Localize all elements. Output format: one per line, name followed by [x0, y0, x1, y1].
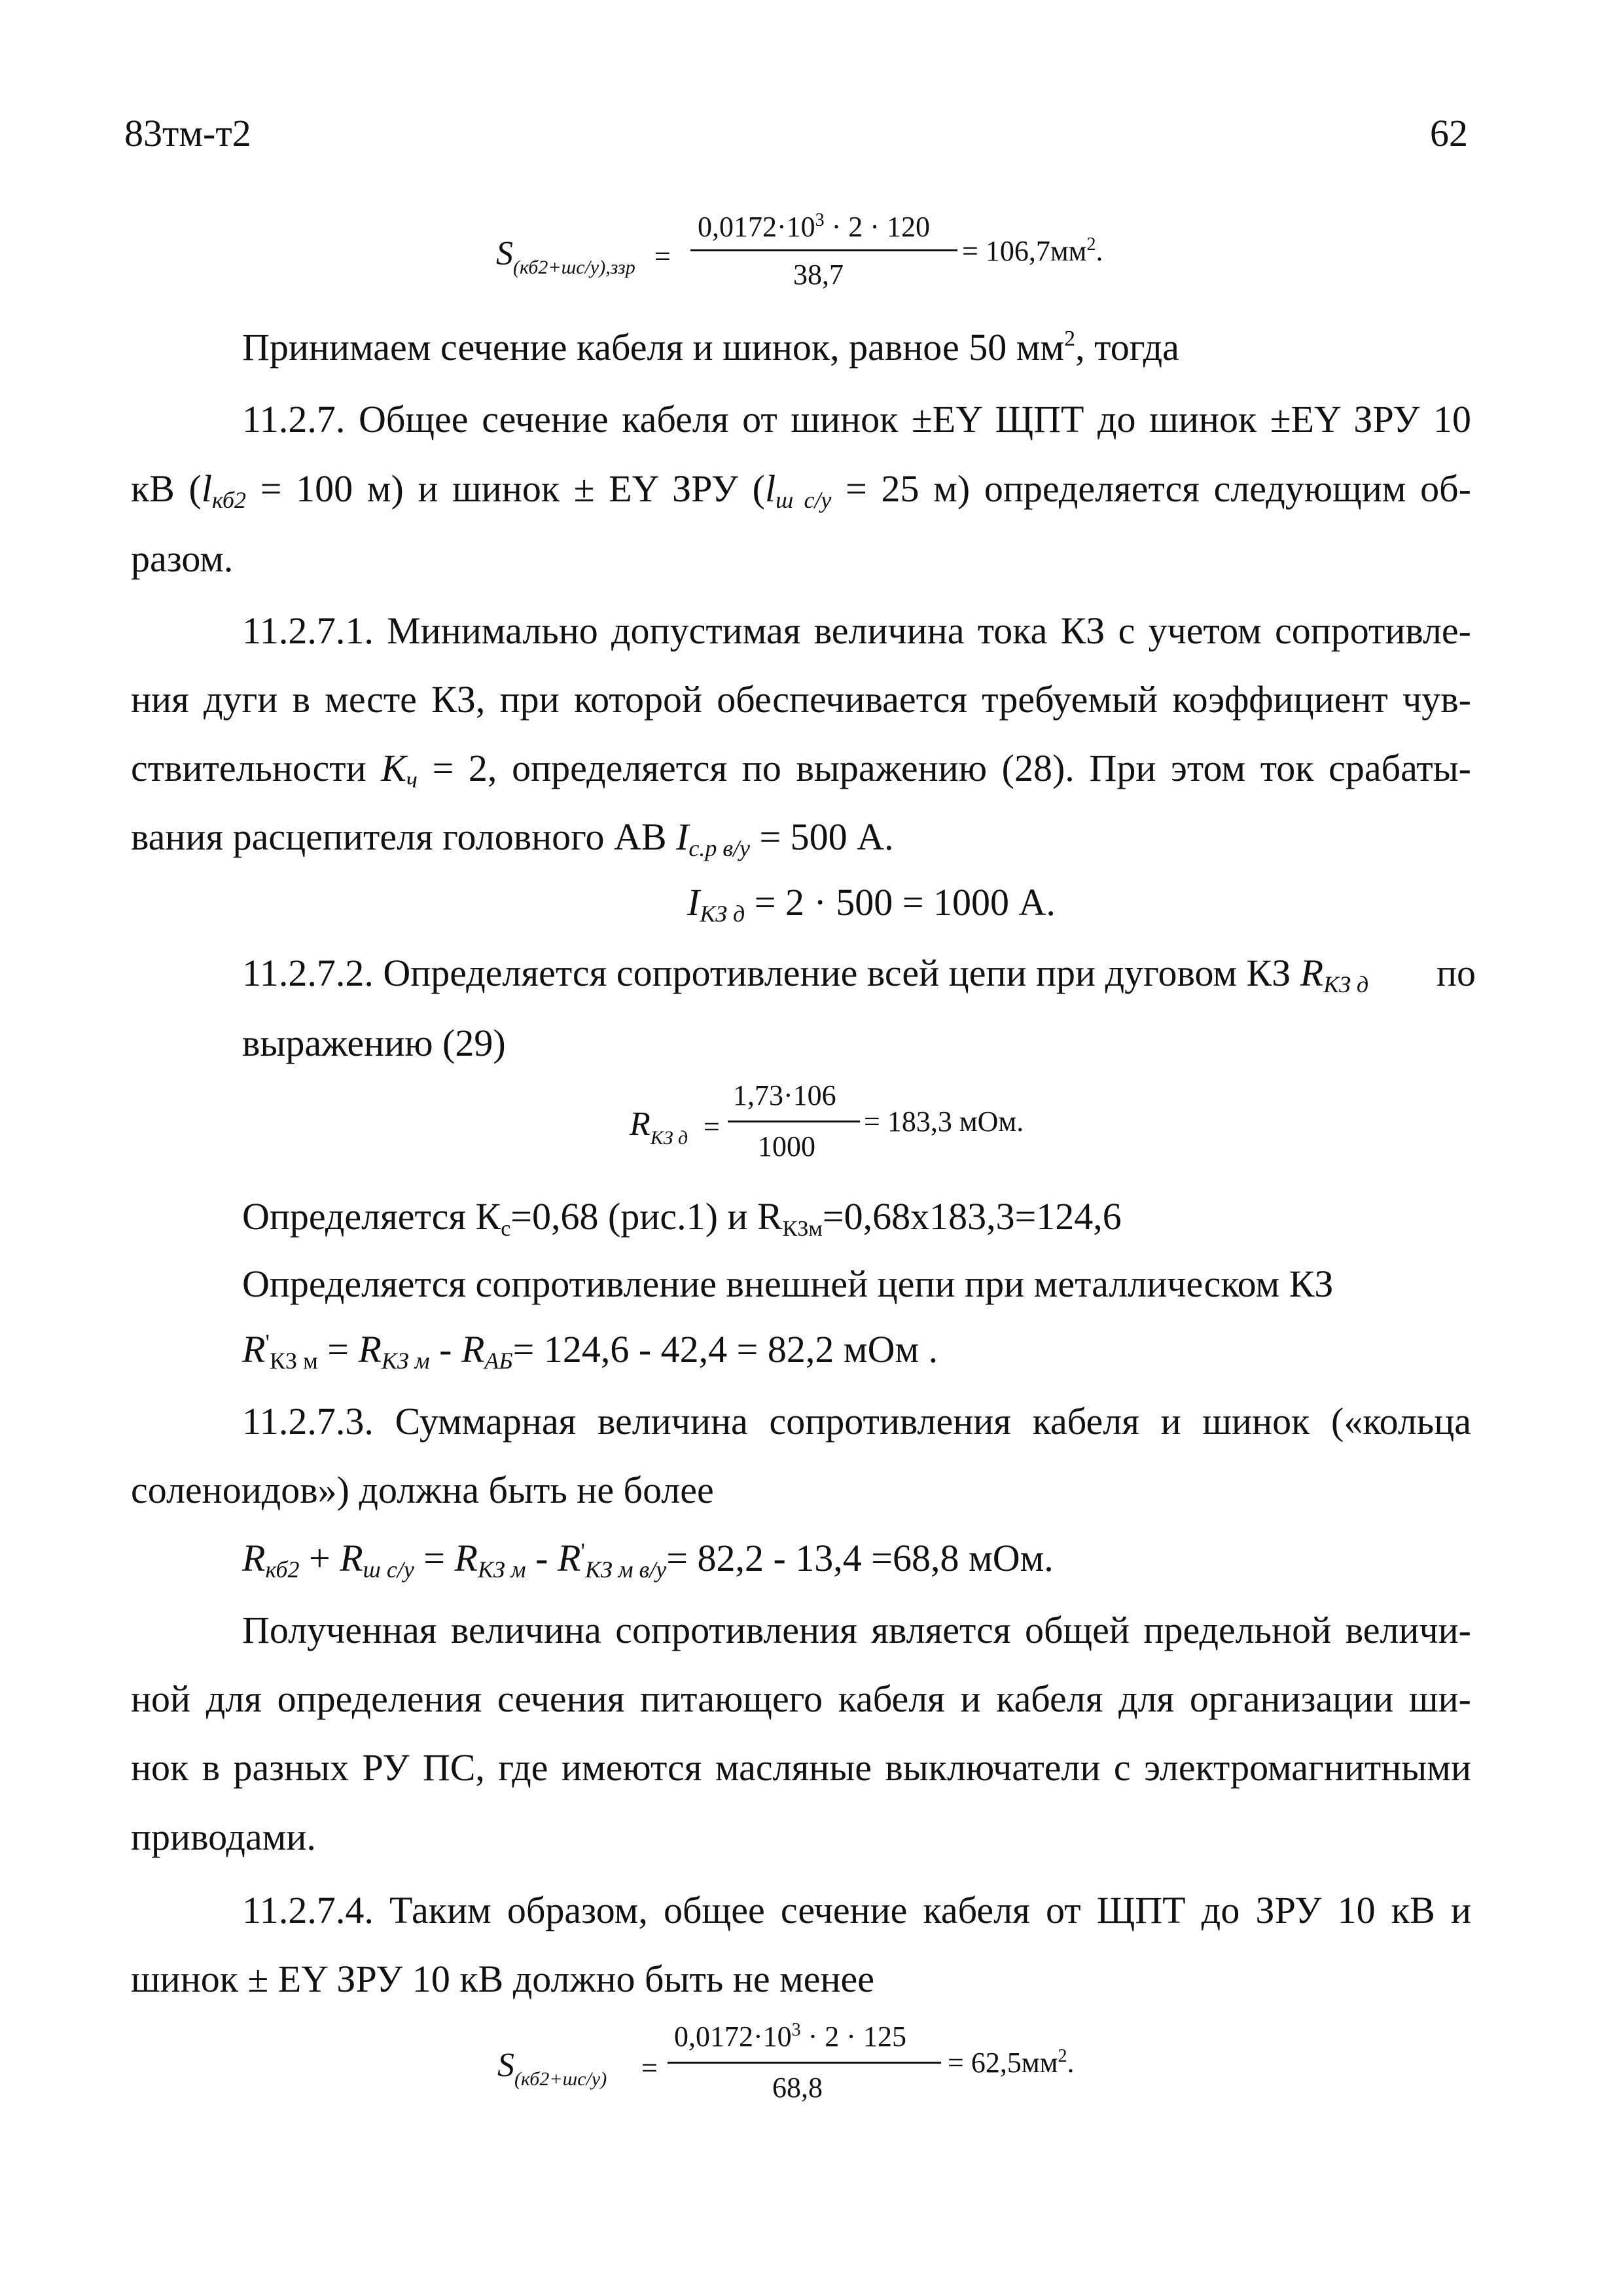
formula-6-denominator: 68,8	[772, 2072, 823, 2104]
formula-2: IКЗ д = 2 · 500 = 1000 А.	[687, 881, 1056, 927]
formula-3-lhs: $R_{КЗ д}$	[630, 1105, 688, 1149]
paragraph-11-2-7-1-line-1: 11.2.7.1. Минимально допустимая величина тока КЗ с учетом сопротивле-	[242, 609, 1471, 652]
formula-3-equals: =	[704, 1111, 720, 1143]
formula-1-denominator: 38,7	[793, 259, 844, 291]
formula-6-fraction-bar	[668, 2062, 941, 2064]
formula-6-numerator: $0,0172\cdot 10^3 \cdot 2 \cdot 125$	[674, 2020, 906, 2053]
formula-1-numerator: $0,0172\cdot 10^3 \cdot 2 \cdot 120$	[698, 210, 930, 243]
formula-3-fraction-bar	[728, 1121, 860, 1122]
paragraph-11-2-7-2-line-1: 11.2.7.2. Определяется сопротивление всей цепи при дуговом КЗ RКЗ д	[242, 952, 1369, 997]
formula-3-denominator: 1000	[758, 1130, 815, 1162]
formula-3-numerator: 1,73·106	[733, 1079, 836, 1111]
paragraph-external-circuit: Определяется сопротивление внешней цепи при металлическом КЗ	[242, 1263, 1334, 1305]
paragraph-11-2-7-4-line-2: шинок ± ЕY ЗРУ 10 кВ должно быть не менее	[131, 1958, 875, 2000]
formula-6-result: = $62,5мм^2$.	[948, 2046, 1075, 2079]
formula-3-result: = 183,3 мОм.	[864, 1105, 1024, 1138]
paragraph-11-2-7-1-line-4: вания расцепителя головного АВ Iс.р в/у = 500 А.	[131, 816, 894, 861]
paragraph-result-line-4: приводами.	[131, 1816, 316, 1858]
paragraph-11-2-7-line-2: кВ (lкб2 = 100 м) и шинок ± ЕY ЗРУ (lш с/у = 25 м) определяется следующим об-	[131, 467, 1471, 513]
formula-1-result: = $106,7мм^2$.	[962, 234, 1103, 267]
paragraph-11-2-7-1-line-3: ствительности Кч = 2, определяется по выражению (28). При этом ток срабаты-	[131, 747, 1471, 793]
formula-1-fraction-bar	[690, 249, 957, 251]
paragraph-result-line-3: нок в разных РУ ПС, где имеются масляные выключатели с электромагнитными	[131, 1746, 1471, 1789]
document-code: 83тм-т2	[124, 112, 251, 154]
formula-1-equals: =	[654, 240, 671, 272]
formula-6-lhs: $S_{(кб2+шс/у)}$	[497, 2047, 607, 2090]
formula-1-lhs: $S_{(кб2+шс/у),ззр}$	[496, 235, 635, 278]
paragraph-11-2-7-3-line-2: соленоидов») должна быть не более	[131, 1469, 714, 1511]
paragraph-11-2-7-2-line-1-end: по	[1436, 952, 1476, 994]
paragraph-11-2-7-1-line-2: ния дуги в месте КЗ, при которой обеспечивается требуемый коэффициент чув-	[131, 678, 1471, 721]
paragraph-result-line-1: Полученная величина сопротивления является общей предельной величи-	[242, 1609, 1471, 1651]
formula-6-equals: =	[641, 2052, 658, 2084]
paragraph-11-2-7-line-3: разом.	[131, 537, 234, 580]
paragraph-11-2-7-3-line-1: 11.2.7.3. Суммарная величина сопротивления кабеля и шинок («кольца	[242, 1400, 1471, 1443]
formula-5: Rкб2 + Rш с/у = RКЗ м - R'КЗ м в/у= 82,2 - 13,4 =68,8 мОм.	[242, 1537, 1054, 1583]
paragraph-result-line-2: ной для определения сечения питающего кабеля и кабеля для организации ши-	[131, 1677, 1471, 1720]
paragraph-11-2-7-2-line-2: выражению (29)	[242, 1022, 506, 1064]
formula-4: R'КЗ м = RКЗ м - RАБ= 124,6 - 42,4 = 82,2 мОм .	[242, 1328, 938, 1374]
paragraph-11-2-7-4-line-1: 11.2.7.4. Таким образом, общее сечение кабеля от ЩПТ до ЗРУ 10 кВ и	[242, 1889, 1471, 1931]
paragraph-11-2-7-line-1: 11.2.7. Общее сечение кабеля от шинок ±ЕY ЩПТ до шинок ±ЕY ЗРУ 10	[242, 398, 1471, 440]
page-number: 62	[1430, 112, 1468, 154]
paragraph-section-choice: Принимаем сечение кабеля и шинок, равное 50 $мм^2$, тогда	[242, 326, 1179, 368]
paragraph-coefficient: Определяется Кс=0,68 (рис.1) и RКЗм=0,68x183,3=124,6	[242, 1195, 1122, 1241]
